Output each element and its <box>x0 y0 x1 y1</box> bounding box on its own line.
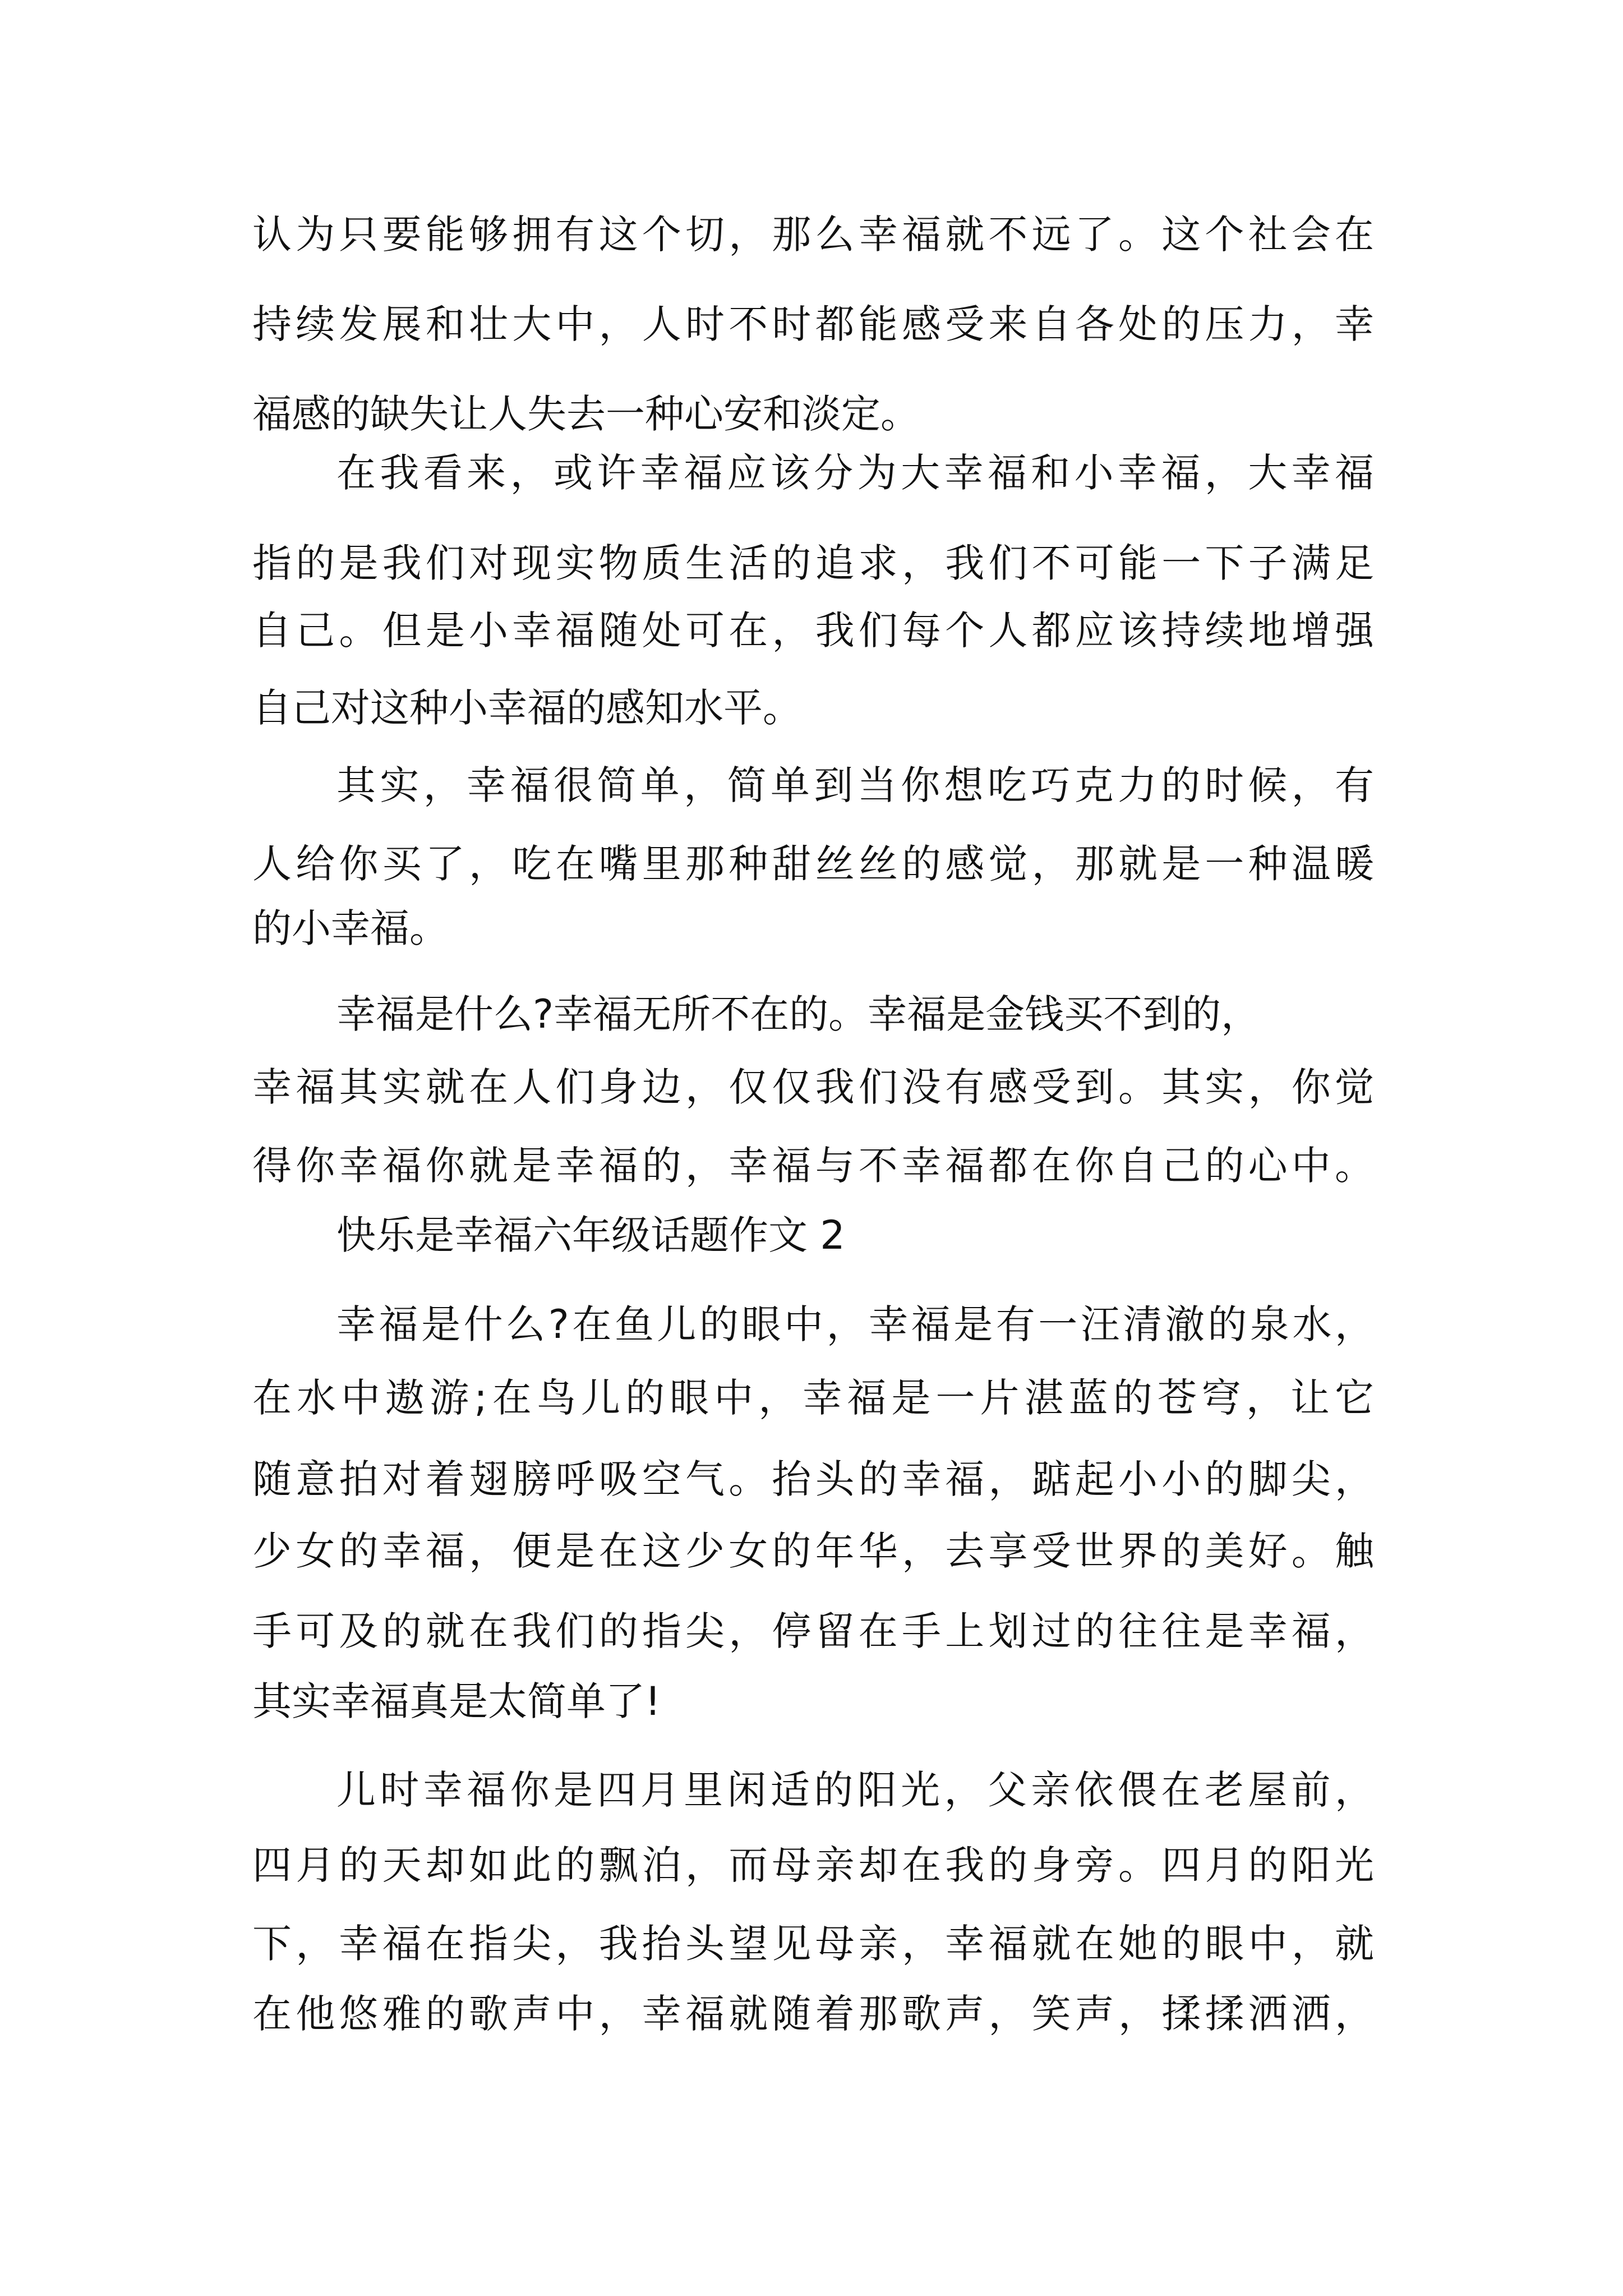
section-heading: 快乐是幸福六年级话题作文 2 <box>336 1212 845 1258</box>
text-line: 自己对这种小幸福的感知水平。 <box>252 685 802 731</box>
text-line: 福感的缺失让人失去一种心安和淡定。 <box>252 391 920 437</box>
text-line: 其实幸福真是太简单了! <box>252 1678 661 1724</box>
paragraph-start-line: 幸福是什么?在鱼儿的眼中，幸福是有一汪清澈的泉水， <box>336 1301 1374 1347</box>
text-line: 下，幸福在指尖，我抬头望见母亲，幸福就在她的眼中，就 <box>252 1921 1374 1967</box>
paragraph-start-line: 其实，幸福很简单，简单到当你想吃巧克力的时候，有 <box>336 762 1374 808</box>
text-line: 四月的天却如此的飘泊，而母亲却在我的身旁。四月的阳光 <box>252 1842 1374 1888</box>
text-line: 指的是我们对现实物质生活的追求，我们不可能一下子满足 <box>252 540 1374 586</box>
text-line: 自己。但是小幸福随处可在，我们每个人都应该持续地增强 <box>252 608 1374 654</box>
text-line: 持续发展和壮大中，人时不时都能感受来自各处的压力，幸 <box>252 301 1374 347</box>
text-line: 少女的幸福，便是在这少女的年华，去享受世界的美好。触 <box>252 1528 1374 1574</box>
text-line: 认为只要能够拥有这个切，那么幸福就不远了。这个社会在 <box>252 211 1374 257</box>
text-line: 手可及的就在我们的指尖，停留在手上划过的往往是幸福， <box>252 1608 1374 1654</box>
paragraph-start-line: 儿时幸福你是四月里闲适的阳光，父亲依偎在老屋前， <box>336 1767 1374 1813</box>
paragraph-start-line: 幸福是什么?幸福无所不在的。幸福是金钱买不到的， <box>336 991 1261 1037</box>
text-line: 随意拍对着翅膀呼吸空气。抬头的幸福，踮起小小的脚尖， <box>252 1456 1374 1502</box>
text-line: 人给你买了，吃在嘴里那种甜丝丝的感觉，那就是一种温暖 <box>252 841 1374 887</box>
text-line: 的小幸福。 <box>252 905 449 951</box>
text-line: 在他悠雅的歌声中，幸福就随着那歌声，笑声，揉揉洒洒， <box>252 1991 1374 2037</box>
text-line: 幸福其实就在人们身边，仅仅我们没有感受到。其实，你觉 <box>252 1064 1374 1110</box>
text-line: 在水中遨游;在鸟儿的眼中，幸福是一片湛蓝的苍穹，让它 <box>252 1375 1374 1421</box>
paragraph-start-line: 在我看来，或许幸福应该分为大幸福和小幸福，大幸福 <box>336 450 1374 496</box>
text-line: 得你幸福你就是幸福的，幸福与不幸福都在你自己的心中。 <box>252 1143 1374 1189</box>
